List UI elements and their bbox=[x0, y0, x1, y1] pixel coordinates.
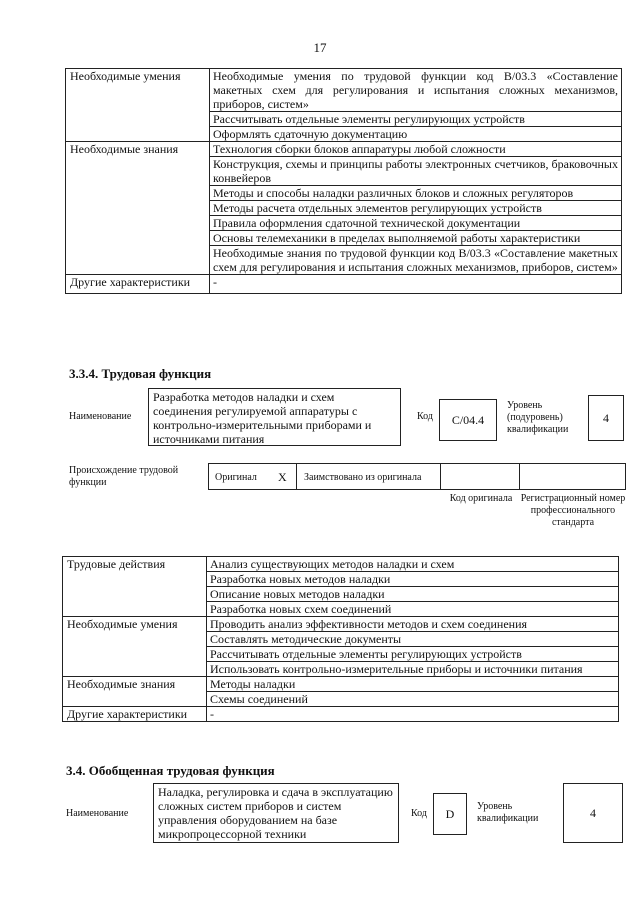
table-cell: Методы расчета отдельных элементов регулирующих устройств bbox=[210, 201, 622, 216]
code-label-2: Код bbox=[411, 808, 427, 819]
level-label: Уровень (подуровень) квалификации bbox=[507, 400, 569, 435]
table-cell: Необходимые знания по трудовой функции код В/03.3 «Составление макетных схем для регулирования и испытания сложных механизмов, приборов, систем» bbox=[210, 246, 622, 275]
section-heading-334: 3.3.4. Трудовая функция bbox=[69, 366, 212, 381]
table-row bbox=[66, 69, 622, 112]
row-label: Другие характеристики bbox=[63, 707, 207, 722]
table-cell: Описание новых методов наладки bbox=[207, 587, 619, 602]
page-number: 17 bbox=[313, 40, 327, 55]
origin-divider-3 bbox=[519, 463, 520, 490]
table-cell: Основы телемеханики в пределах выполняемой работы характеристики bbox=[210, 231, 622, 246]
registration-caption: Регистрационный номер профессионального стандарта bbox=[520, 493, 626, 528]
section-heading-34: 3.4. Обобщенная трудовая функция bbox=[66, 763, 275, 778]
level-box bbox=[588, 395, 624, 441]
table-row bbox=[63, 677, 619, 692]
table-cell: Составлять методические документы bbox=[207, 632, 619, 647]
original-label: Оригинал bbox=[215, 472, 257, 483]
row-label: Трудовые действия bbox=[63, 557, 207, 617]
table-row bbox=[63, 707, 619, 722]
table-cell: Проводить анализ эффективности методов и схем соединения bbox=[207, 617, 619, 632]
table-cell: Необходимые умения по трудовой функции код В/03.3 «Составление макетных схем для регулирования и испытания сложных механизмов, приборов, систем» bbox=[210, 69, 622, 112]
level-value: 4 bbox=[603, 410, 609, 425]
code-value-2: D bbox=[445, 806, 455, 821]
level-box-2 bbox=[563, 783, 623, 843]
origin-label: Происхождение трудовой функции bbox=[69, 465, 179, 488]
table-cell: Методы наладки bbox=[207, 677, 619, 692]
origin-divider-1 bbox=[296, 463, 297, 490]
original-mark: X bbox=[278, 470, 287, 484]
origin-divider-2 bbox=[440, 463, 441, 490]
row-label: Необходимые умения bbox=[63, 617, 207, 677]
function-name-box bbox=[148, 388, 401, 446]
row-label: Необходимые знания bbox=[66, 142, 210, 275]
code-box-2 bbox=[433, 793, 467, 835]
table-cell: Правила оформления сдаточной технической документации bbox=[210, 216, 622, 231]
borrowed-label: Заимствовано из оригинала bbox=[304, 472, 422, 483]
table-cell: Использовать контрольно-измерительные приборы и источники питания bbox=[207, 662, 619, 677]
table-cell: Разработка новых методов наладки bbox=[207, 572, 619, 587]
table-cell: Разработка новых схем соединений bbox=[207, 602, 619, 617]
table-cell: Технология сборки блоков аппаратуры любой сложности bbox=[210, 142, 622, 157]
table-cell: Рассчитывать отдельные элементы регулирующих устройств bbox=[207, 647, 619, 662]
code-original-caption: Код оригинала bbox=[449, 493, 513, 504]
table-row bbox=[63, 617, 619, 632]
generalized-function-name-box bbox=[153, 783, 399, 843]
table-cell: Анализ существующих методов наладки и схем bbox=[207, 557, 619, 572]
level-label-2: Уровень квалификации bbox=[477, 801, 539, 824]
table-actions-skills-knowledge-2 bbox=[62, 556, 619, 722]
code-label: Код bbox=[417, 411, 433, 422]
function-name: Разработка методов наладки и схем соединения регулируемой аппаратуры с контрольно-измерительными приборами и источниками питания bbox=[153, 390, 372, 446]
table-row bbox=[66, 275, 622, 294]
table-cell: Рассчитывать отдельные элементы регулирующих устройств bbox=[210, 112, 622, 127]
row-label: Необходимые знания bbox=[63, 677, 207, 707]
table-cell: Конструкция, схемы и принципы работы электронных счетчиков, браковочных конвейеров bbox=[210, 157, 622, 186]
table-cell: Методы и способы наладки различных блоков и сложных регуляторов bbox=[210, 186, 622, 201]
table-cell: Схемы соединений bbox=[207, 692, 619, 707]
table-cell: Оформлять сдаточную документацию bbox=[210, 127, 622, 142]
table-row bbox=[63, 557, 619, 572]
name-label: Наименование bbox=[69, 411, 132, 422]
row-label: Необходимые умения bbox=[66, 69, 210, 142]
row-label: Другие характеристики bbox=[66, 275, 210, 294]
table-cell: - bbox=[210, 275, 622, 294]
table-skills-knowledge-1 bbox=[65, 68, 622, 294]
level-value-2: 4 bbox=[590, 805, 596, 820]
code-box bbox=[439, 399, 497, 441]
generalized-function-name: Наладка, регулировка и сдача в эксплуатацию сложных систем приборов и систем управления оборудованием на базе микропроцессорной техники bbox=[158, 785, 393, 841]
table-cell: - bbox=[207, 707, 619, 722]
name-label-2: Наименование bbox=[66, 808, 129, 819]
table-row bbox=[66, 142, 622, 157]
code-value: С/04.4 bbox=[451, 412, 485, 427]
